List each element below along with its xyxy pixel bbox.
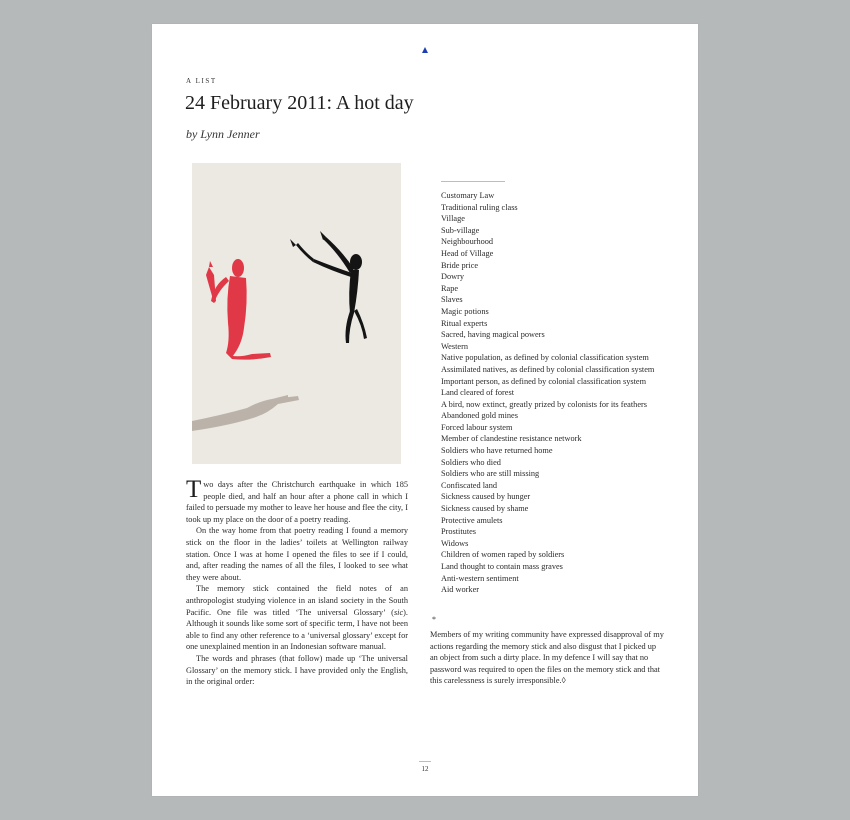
illustration-image xyxy=(192,163,401,464)
glossary-item: Rape xyxy=(441,283,459,293)
page-title: 24 February 2011: A hot day xyxy=(185,92,414,114)
paragraph-3-text-b: ). Although it sounds like some sort of specific term, I have not been able to find any other reference to a ‘universal glossary’ except for one unexplained mention in an Indonesian software manual. xyxy=(186,607,408,652)
folio-divider xyxy=(419,761,431,762)
glossary-item: Assimilated natives, as defined by colonial classification system xyxy=(441,364,655,374)
paragraph-1 xyxy=(186,476,408,525)
glossary-item: Native population, as defined by colonial classification system xyxy=(441,353,649,363)
paragraph-3-text-a: The memory stick contained the field notes of an anthropologist studying violence in an island society in the South Pacific. One file was titled ‘The universal Glossary’ ( xyxy=(186,584,408,617)
glossary-item: Sub-village xyxy=(441,225,480,235)
glossary-item: Sickness caused by hunger xyxy=(441,492,531,502)
list-divider xyxy=(441,181,505,182)
painting-kneeling-figures-icon xyxy=(192,163,401,464)
paragraph-2: On the way home from that poetry reading I found a memory stick on the floor in the ladies’ toilets at Wellington railway station. Once I was at home I opened the files to see if I could, and, after reading the names of all the files, I looked to see what they were about. xyxy=(186,526,408,582)
glossary-item: Important person, as defined by colonial classification system xyxy=(441,376,647,386)
section-kicker: A LIST xyxy=(186,77,217,85)
glossary-item: Head of Village xyxy=(441,248,494,258)
glossary-item: Prostitutes xyxy=(441,527,477,537)
sic-note: sic xyxy=(393,607,404,617)
triangle-marker-icon xyxy=(422,47,428,53)
magazine-page xyxy=(152,24,698,796)
paragraph-1-text: wo days after the Christchurch earthquake in which 185 people died, and half an hour after a phone call in which I failed to persuade my mother to leave her house and flee the city, I took up my place on the door of a poetry reading. xyxy=(186,480,408,524)
glossary-item: Neighbourhood xyxy=(441,237,494,247)
glossary-item: Soldiers who are still missing xyxy=(441,469,540,479)
glossary-item: Forced labour system xyxy=(441,422,513,432)
glossary-item: Children of women raped by soldiers xyxy=(441,550,565,560)
paragraph-4: The words and phrases (that follow) made up ‘The universal Glossary’ on the memory stick. I have provided only the English, in the original order: xyxy=(186,653,408,687)
glossary-item: Sacred, having magical powers xyxy=(441,330,545,340)
glossary-item: Dowry xyxy=(441,272,465,282)
glossary-item: Magic potions xyxy=(441,306,489,316)
glossary-item: Soldiers who died xyxy=(441,457,501,467)
glossary-list xyxy=(441,190,654,596)
paragraph-3 xyxy=(186,583,408,653)
glossary-item: Village xyxy=(441,214,465,224)
glossary-item: Protective amulets xyxy=(441,515,503,525)
footnote-text: Members of my writing community have expressed disapproval of my actions regarding the memory stick and also disgust that I picked up an object from such a dirty place. In my defence I will say that no password was required to open the files on the memory stick and that this carelessness is surely irresponsible.◊ xyxy=(430,630,664,686)
glossary-item: Member of clandestine resistance network xyxy=(441,434,582,444)
glossary-item: Widows xyxy=(441,538,469,548)
drop-cap: T xyxy=(186,476,202,503)
footnote-marker: * xyxy=(432,615,436,624)
glossary-item: Sickness caused by shame xyxy=(441,504,529,514)
glossary-item: Land thought to contain mass graves xyxy=(441,562,563,571)
glossary-item: Customary Law xyxy=(441,191,495,200)
glossary-item: Slaves xyxy=(441,295,463,305)
glossary-item: Abandoned gold mines xyxy=(441,411,518,421)
page-number: 12 xyxy=(421,765,429,773)
glossary-item: Bride price xyxy=(441,260,479,270)
glossary-item: Soldiers who have returned home xyxy=(441,446,553,456)
byline: by Lynn Jenner xyxy=(186,127,260,141)
glossary-item: Aid worker xyxy=(441,585,480,595)
glossary-item: A bird, now extinct, greatly prized by colonists for its feathers xyxy=(441,399,647,409)
glossary-item: Western xyxy=(441,341,468,351)
glossary-item: Anti-western sentiment xyxy=(441,573,519,583)
glossary-item: Ritual experts xyxy=(441,318,488,328)
glossary-item: Traditional ruling class xyxy=(441,202,518,212)
article-body xyxy=(186,476,408,688)
glossary-item: Confiscated land xyxy=(441,480,497,490)
glossary-item: Land cleared of forest xyxy=(441,388,515,398)
